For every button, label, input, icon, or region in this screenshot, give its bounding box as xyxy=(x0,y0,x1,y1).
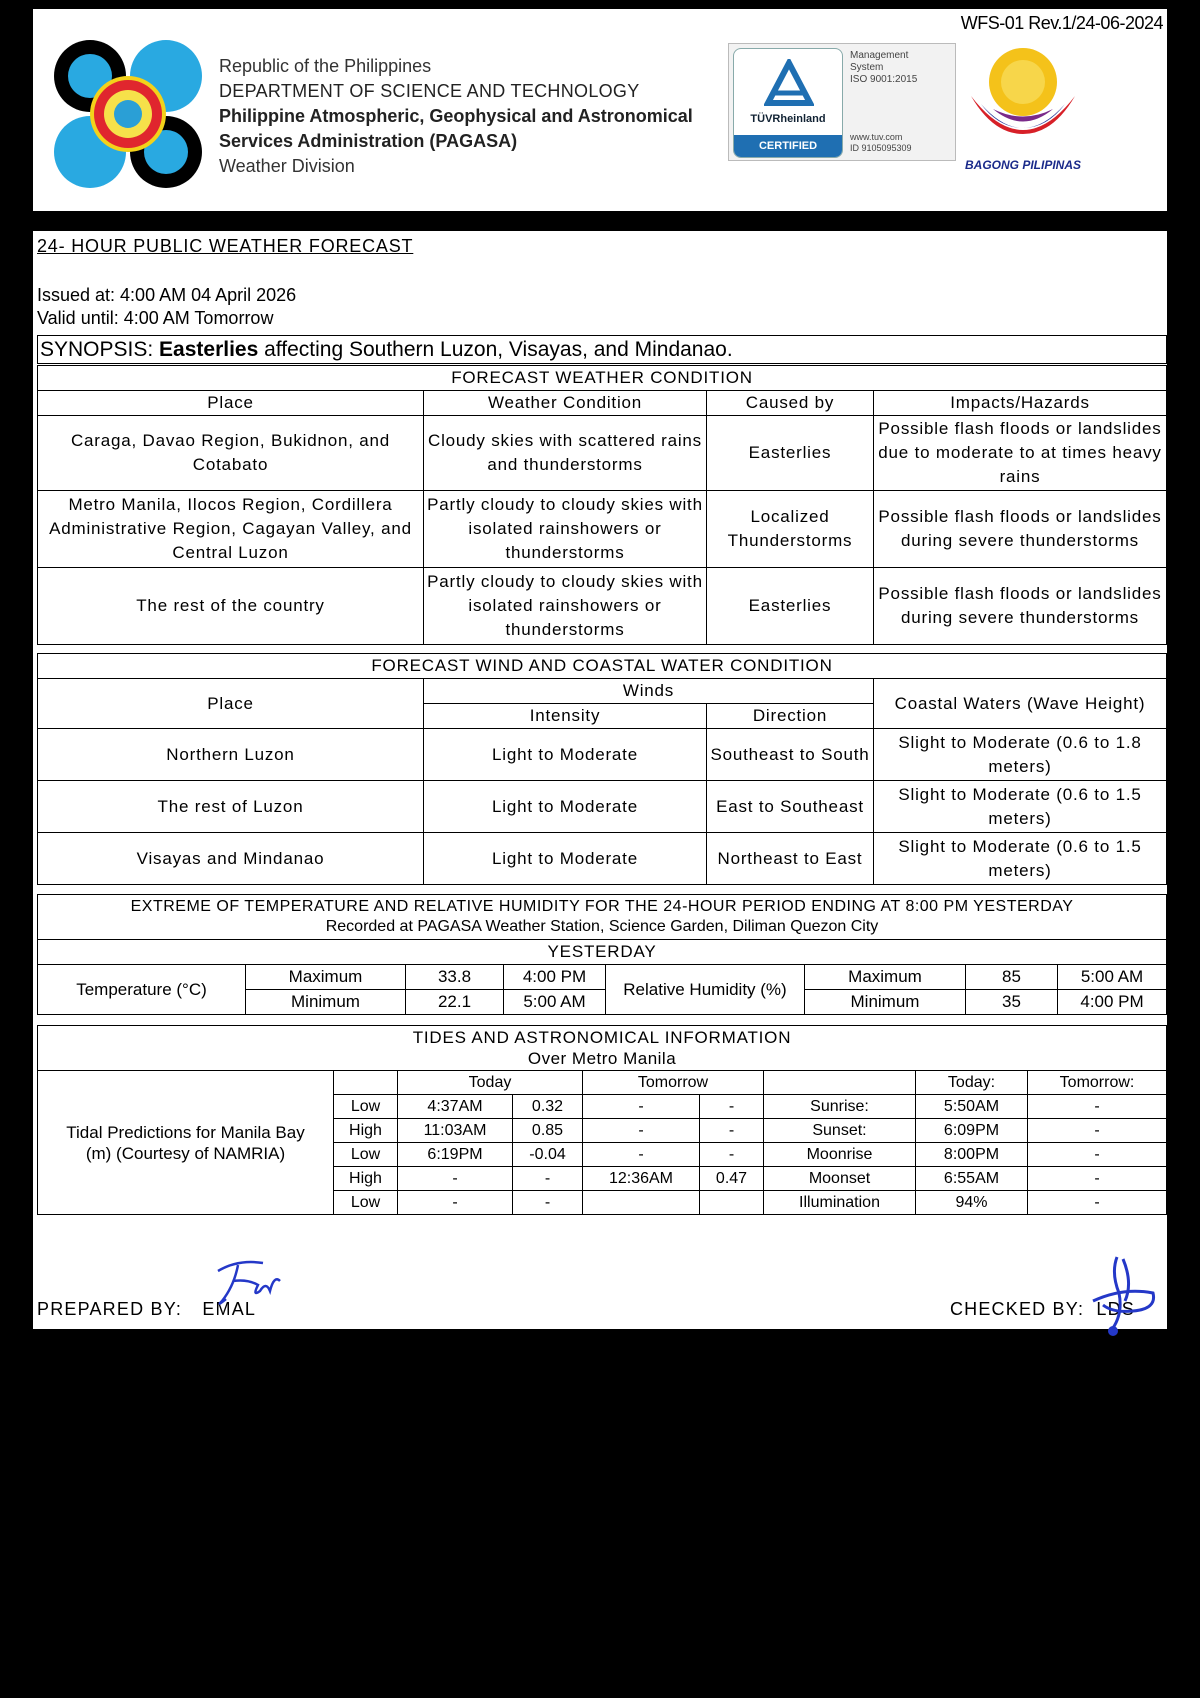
col-caused-by: Caused by xyxy=(707,391,874,416)
issued-at: Issued at: 4:00 AM 04 April 2026 xyxy=(37,285,297,305)
humidity-label: Relative Humidity (%) xyxy=(606,965,805,1015)
col-weather-condition: Weather Condition xyxy=(424,391,707,416)
wind-place-cell: The rest of Luzon xyxy=(38,781,424,833)
tide-tomorrow-time: - xyxy=(583,1143,700,1167)
weather-condition-table xyxy=(37,365,1167,645)
astro-today: 8:00PM xyxy=(916,1143,1028,1167)
tides-heading xyxy=(38,1026,1167,1071)
wind-col-coastal: Coastal Waters (Wave Height) xyxy=(874,679,1167,729)
tide-today-header: Today xyxy=(398,1071,583,1095)
astro-tomorrow: - xyxy=(1028,1143,1167,1167)
place-cell: Metro Manila, Ilocos Region, Cordillera Administrative Region, Cagayan Valley, and Central Luzon xyxy=(38,491,424,568)
tide-type: Low xyxy=(334,1143,398,1167)
wind-col-direction: Direction xyxy=(707,704,874,729)
condition-cell: Partly cloudy to cloudy skies with isolated rainshowers or thunderstorms xyxy=(424,568,707,645)
cause-cell: Localized Thunderstorms xyxy=(707,491,874,568)
extremes-heading xyxy=(38,895,1167,940)
tuv-mgmt-2: System xyxy=(850,62,884,73)
impact-cell: Possible flash floods or landslides during severe thunderstorms xyxy=(874,491,1167,568)
temp-max-label: Maximum xyxy=(246,965,406,990)
tide-tomorrow-time xyxy=(583,1191,700,1215)
extremes-station: Recorded at PAGASA Weather Station, Science Garden, Diliman Quezon City xyxy=(325,918,879,935)
synopsis-text: affecting Southern Luzon, Visayas, and Mindanao. xyxy=(258,338,733,361)
tide-today-time: 4:37AM xyxy=(398,1095,513,1119)
synopsis-bold: Easterlies xyxy=(159,338,259,361)
rh-max-time: 5:00 AM xyxy=(1058,965,1167,990)
tuv-mgmt xyxy=(850,50,950,86)
wind-col-intensity: Intensity xyxy=(424,704,707,729)
astro-tomorrow: - xyxy=(1028,1095,1167,1119)
wind-direction-cell: Northeast to East xyxy=(707,833,874,885)
checked-signature xyxy=(1083,1253,1163,1338)
tide-tomorrow-time: - xyxy=(583,1095,700,1119)
tuv-certification xyxy=(728,43,956,161)
tuv-certified: CERTIFIED xyxy=(734,135,842,157)
cause-cell: Easterlies xyxy=(707,416,874,491)
tide-tomorrow-header: Tomorrow xyxy=(583,1071,764,1095)
agency-dost: DEPARTMENT OF SCIENCE AND TECHNOLOGY xyxy=(219,81,640,101)
wind-intensity-cell: Light to Moderate xyxy=(424,833,707,885)
yesterday-heading: YESTERDAY xyxy=(38,940,1167,965)
tide-today-time: - xyxy=(398,1167,513,1191)
prepared-by-label: PREPARED BY: xyxy=(37,1299,183,1319)
tides-table xyxy=(37,1025,1167,1215)
tide-tomorrow-time: - xyxy=(583,1119,700,1143)
tide-tomorrow-height: 0.47 xyxy=(700,1167,764,1191)
sun-emblem-icon xyxy=(963,34,1083,154)
tide-today-time: 6:19PM xyxy=(398,1143,513,1167)
forecast-table xyxy=(37,335,1167,364)
temp-max-value: 33.8 xyxy=(406,965,504,990)
forecast-document xyxy=(33,231,1167,1329)
bagong-pilipinas-logo xyxy=(958,34,1113,184)
impact-cell: Possible flash floods or landslides due to moderate to at times heavy rains xyxy=(874,416,1167,491)
wind-intensity-cell: Light to Moderate xyxy=(424,729,707,781)
astro-today: 94% xyxy=(916,1191,1028,1215)
astro-tomorrow: - xyxy=(1028,1167,1167,1191)
agency-pagasa-1: Philippine Atmospheric, Geophysical and Astronomical xyxy=(219,106,693,126)
tide-today-height: 0.85 xyxy=(513,1119,583,1143)
wave-height-cell: Slight to Moderate (0.6 to 1.5 meters) xyxy=(874,781,1167,833)
wind-table xyxy=(37,653,1167,885)
tuv-contact xyxy=(850,132,912,154)
table-row xyxy=(38,416,1167,491)
wind-direction-cell: Southeast to South xyxy=(707,729,874,781)
tide-tomorrow-time: 12:36AM xyxy=(583,1167,700,1191)
astro-today: 6:09PM xyxy=(916,1119,1028,1143)
condition-cell: Cloudy skies with scattered rains and thunderstorms xyxy=(424,416,707,491)
col-impacts: Impacts/Hazards xyxy=(874,391,1167,416)
tide-tomorrow-height: - xyxy=(700,1143,764,1167)
wind-place-cell: Northern Luzon xyxy=(38,729,424,781)
astro-label: Moonrise xyxy=(764,1143,916,1167)
astro-label: Moonset xyxy=(764,1167,916,1191)
tide-today-height: 0.32 xyxy=(513,1095,583,1119)
place-cell: Caraga, Davao Region, Bukidnon, and Cotabato xyxy=(38,416,424,491)
temp-min-value: 22.1 xyxy=(406,990,504,1015)
agency-pagasa-2: Services Administration (PAGASA) xyxy=(219,131,518,151)
astro-label: Sunset: xyxy=(764,1119,916,1143)
cause-cell: Easterlies xyxy=(707,568,874,645)
rh-min-time: 4:00 PM xyxy=(1058,990,1167,1015)
table-row xyxy=(38,729,1167,781)
letterhead xyxy=(33,9,1167,211)
tide-blank xyxy=(334,1071,398,1095)
tide-type: High xyxy=(334,1119,398,1143)
astro-today-header: Today: xyxy=(916,1071,1028,1095)
temp-max-time: 4:00 PM xyxy=(504,965,606,990)
tide-type: Low xyxy=(334,1095,398,1119)
astro-tomorrow-header: Tomorrow: xyxy=(1028,1071,1167,1095)
table-row xyxy=(38,781,1167,833)
pagasa-logo xyxy=(53,39,203,189)
tide-tomorrow-height xyxy=(700,1191,764,1215)
tuv-brand: TÜVRheinland xyxy=(750,113,826,125)
issue-info xyxy=(37,284,296,330)
extremes-table xyxy=(37,894,1167,1015)
wave-height-cell: Slight to Moderate (0.6 to 1.8 meters) xyxy=(874,729,1167,781)
tide-tomorrow-height: - xyxy=(700,1119,764,1143)
wind-col-winds: Winds xyxy=(424,679,874,704)
tuv-www: www.tuv.com xyxy=(850,132,903,142)
tides-title: TIDES AND ASTRONOMICAL INFORMATION xyxy=(412,1028,792,1047)
temperature-label: Temperature (°C) xyxy=(38,965,246,1015)
astro-today: 6:55AM xyxy=(916,1167,1028,1191)
wave-height-cell: Slight to Moderate (0.6 to 1.5 meters) xyxy=(874,833,1167,885)
tide-today-time: - xyxy=(398,1191,513,1215)
tide-type: High xyxy=(334,1167,398,1191)
tidal-predictions-label: Tidal Predictions for Manila Bay (m) (Courtesy of NAMRIA) xyxy=(38,1071,334,1215)
prepared-signature xyxy=(208,1251,288,1311)
col-place: Place xyxy=(38,391,424,416)
tide-today-height: - xyxy=(513,1191,583,1215)
tide-tomorrow-height: - xyxy=(700,1095,764,1119)
rh-max-label: Maximum xyxy=(805,965,966,990)
astro-label: Sunrise: xyxy=(764,1095,916,1119)
table-row xyxy=(38,833,1167,885)
astro-today: 5:50AM xyxy=(916,1095,1028,1119)
tide-today-height: - xyxy=(513,1167,583,1191)
place-cell: The rest of the country xyxy=(38,568,424,645)
wind-place-cell: Visayas and Mindanao xyxy=(38,833,424,885)
checked-by-name: LDS xyxy=(1096,1299,1135,1319)
tide-type: Low xyxy=(334,1191,398,1215)
document-code: WFS-01 Rev.1/24-06-2024 xyxy=(960,13,1163,33)
astro-tomorrow: - xyxy=(1028,1191,1167,1215)
tuv-id: ID 9105095309 xyxy=(850,143,912,153)
astro-blank xyxy=(764,1071,916,1095)
wind-col-place: Place xyxy=(38,679,424,729)
astro-tomorrow: - xyxy=(1028,1119,1167,1143)
impact-cell: Possible flash floods or landslides during severe thunderstorms xyxy=(874,568,1167,645)
temp-min-time: 5:00 AM xyxy=(504,990,606,1015)
agency-division: Weather Division xyxy=(219,156,355,176)
temp-min-label: Minimum xyxy=(246,990,406,1015)
checked-by-label: CHECKED BY: xyxy=(949,1299,1085,1319)
tides-location: Over Metro Manila xyxy=(527,1049,677,1068)
document-title: 24- HOUR PUBLIC WEATHER FORECAST xyxy=(37,236,414,256)
tide-today-time: 11:03AM xyxy=(398,1119,513,1143)
rh-max-value: 85 xyxy=(966,965,1058,990)
extremes-title: EXTREME OF TEMPERATURE AND RELATIVE HUMIDITY FOR THE 24-HOUR PERIOD ENDING AT 8:00 PM YESTERDAY xyxy=(130,898,1074,915)
tuv-triangle-icon xyxy=(764,59,814,109)
rh-min-label: Minimum xyxy=(805,990,966,1015)
wind-intensity-cell: Light to Moderate xyxy=(424,781,707,833)
wind-heading: FORECAST WIND AND COASTAL WATER CONDITION xyxy=(38,654,1167,679)
tuv-badge xyxy=(733,48,843,158)
weather-heading: FORECAST WEATHER CONDITION xyxy=(38,366,1167,391)
tuv-mgmt-1: Management xyxy=(850,50,909,61)
synopsis xyxy=(38,336,1167,364)
agency-block xyxy=(219,54,693,179)
prepared-by-name: EMAL xyxy=(202,1299,257,1319)
agency-republic: Republic of the Philippines xyxy=(219,56,432,76)
synopsis-label: SYNOPSIS: xyxy=(40,338,160,361)
rh-min-value: 35 xyxy=(966,990,1058,1015)
valid-until: Valid until: 4:00 AM Tomorrow xyxy=(37,308,274,328)
condition-cell: Partly cloudy to cloudy skies with isolated rainshowers or thunderstorms xyxy=(424,491,707,568)
wind-direction-cell: East to Southeast xyxy=(707,781,874,833)
astro-label: Illumination xyxy=(764,1191,916,1215)
tide-today-height: -0.04 xyxy=(513,1143,583,1167)
bagong-pilipinas-caption: BAGONG PILIPINAS xyxy=(964,158,1081,172)
table-row xyxy=(38,491,1167,568)
tuv-mgmt-3: ISO 9001:2015 xyxy=(850,74,918,85)
table-row xyxy=(38,568,1167,645)
